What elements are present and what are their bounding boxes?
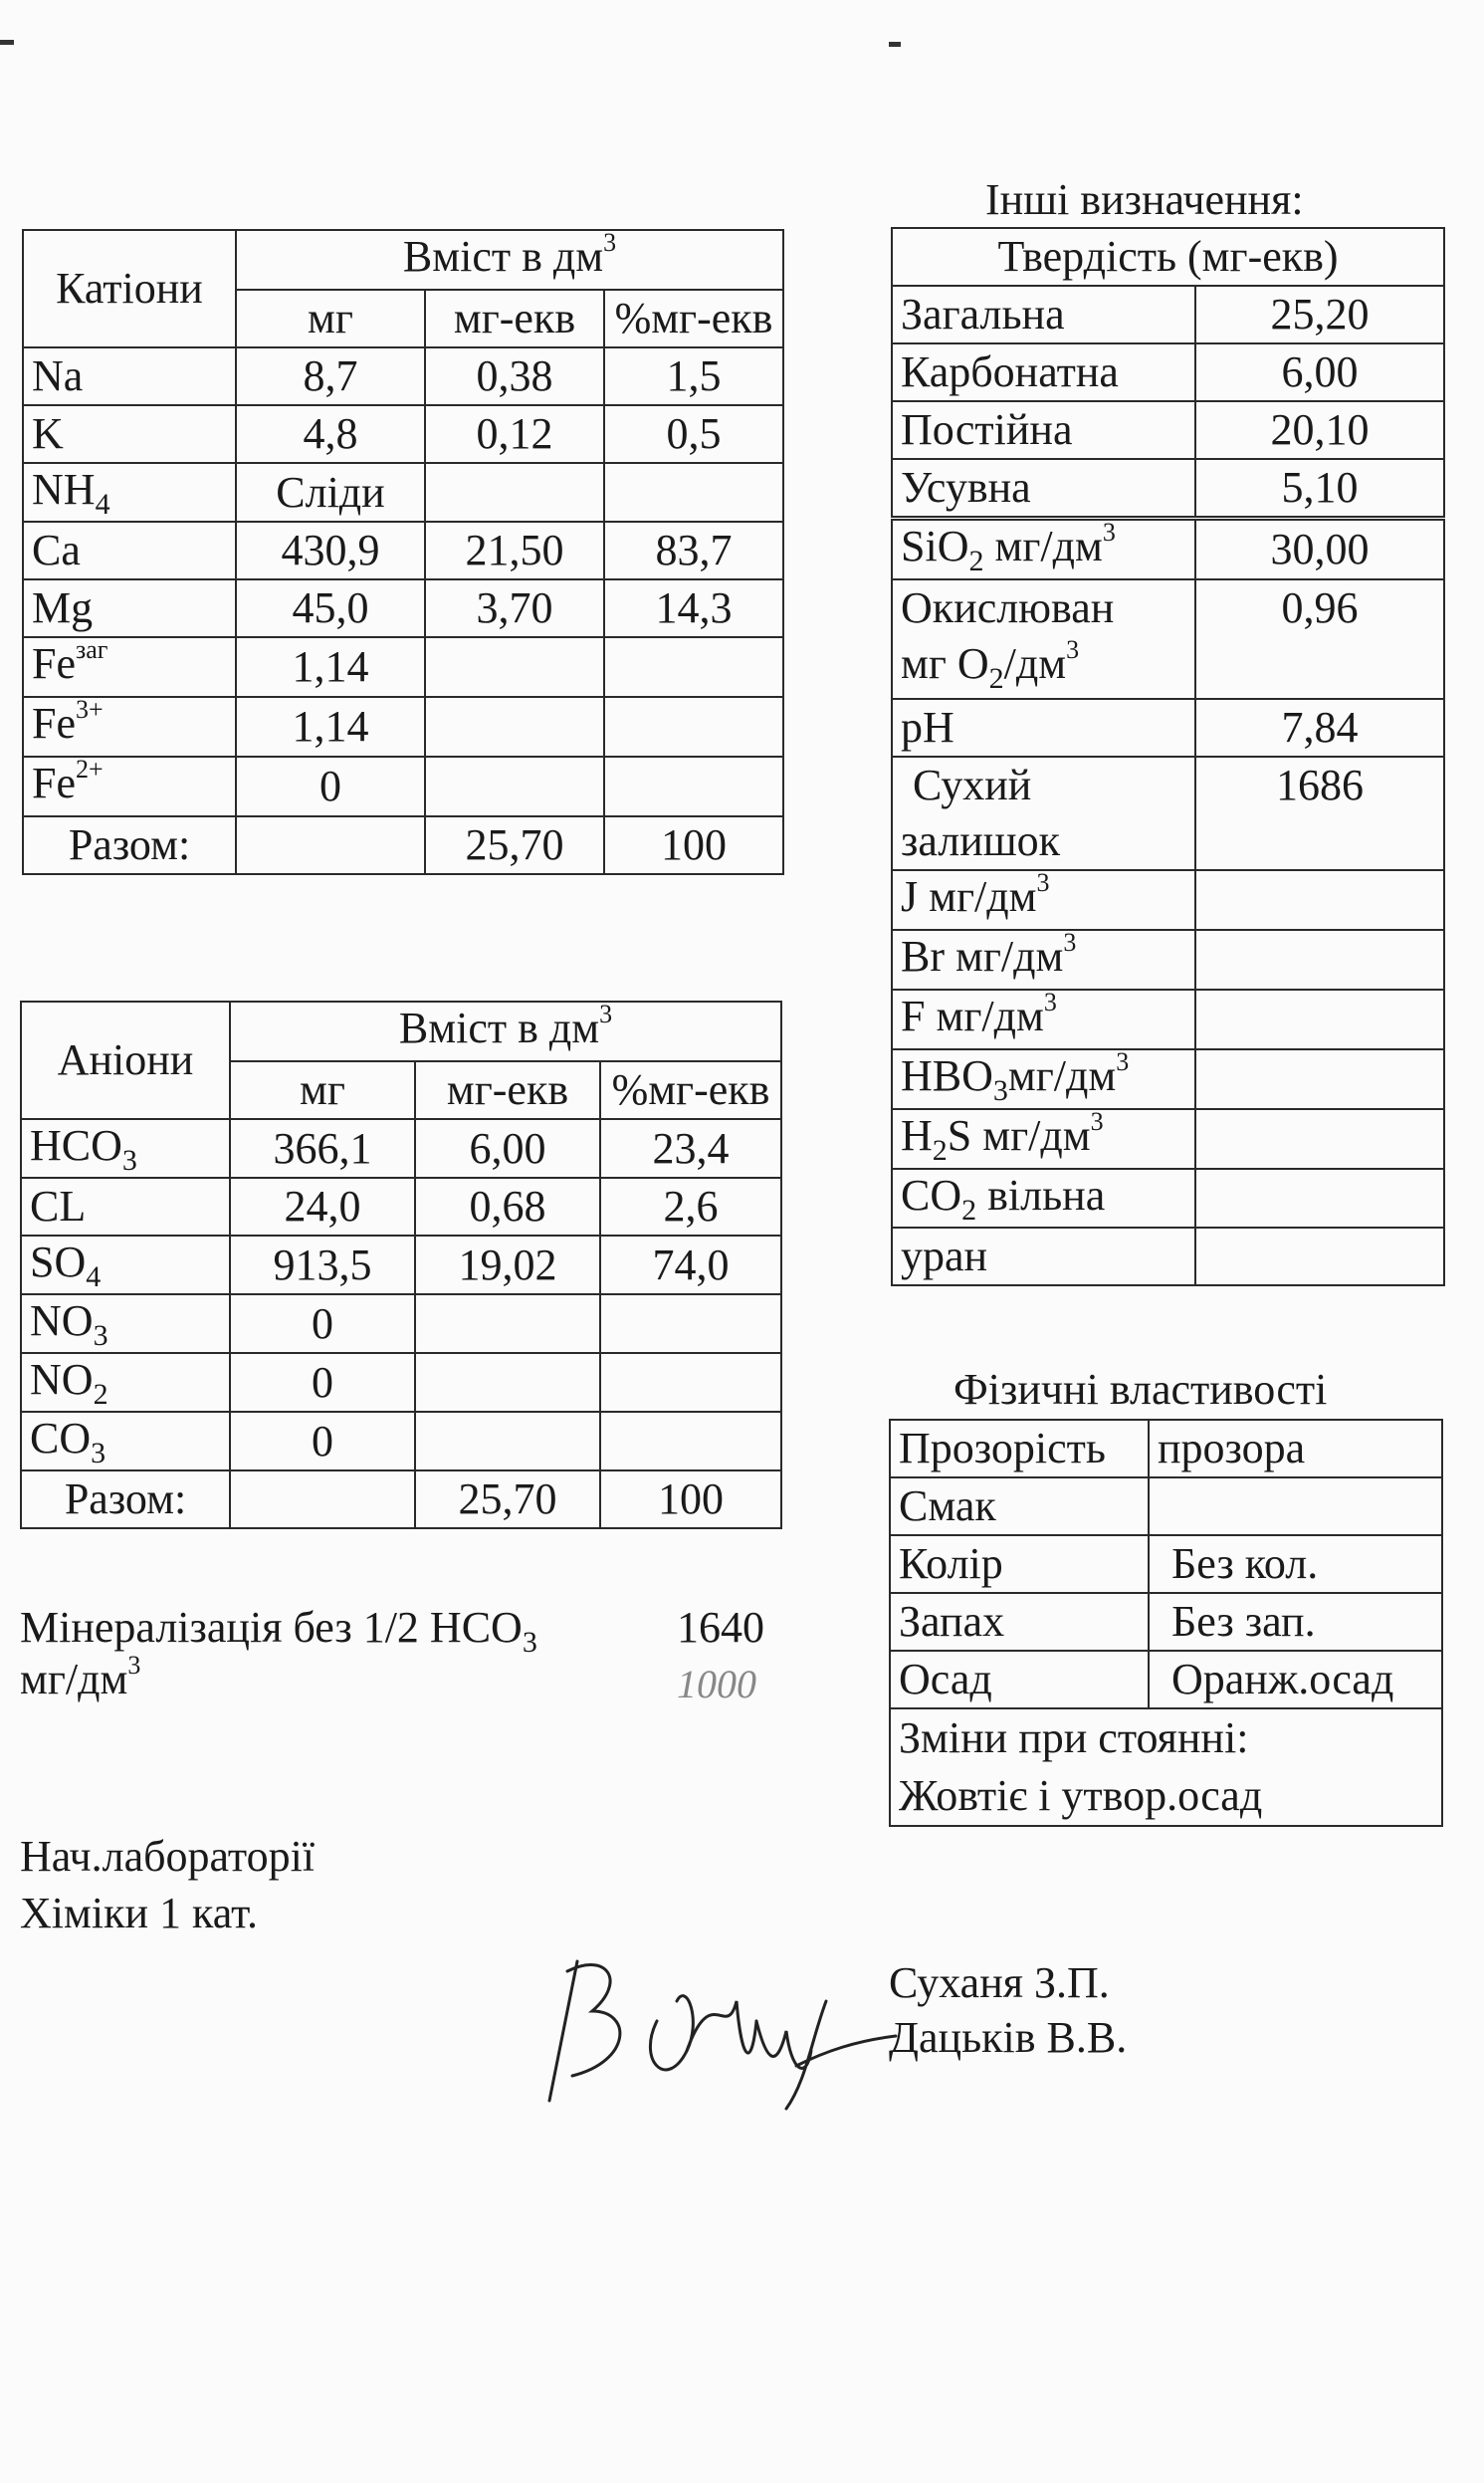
cations-table — [22, 229, 784, 875]
value-mgekv — [415, 1353, 600, 1412]
row-value: 0,96 — [1195, 579, 1444, 699]
row-value — [1195, 1109, 1444, 1169]
value-pct: 23,4 — [600, 1119, 781, 1178]
ion-name: $SO_4$ — [21, 1236, 230, 1294]
value-pct — [600, 1294, 781, 1353]
value-pct — [604, 637, 783, 697]
table-row — [892, 286, 1444, 343]
value-mg: 0 — [230, 1412, 415, 1470]
table-row — [892, 459, 1444, 519]
ion-name: $Fe^{заг}$ — [23, 637, 236, 697]
value-mg: 0 — [230, 1294, 415, 1353]
row-label: Запах — [890, 1593, 1149, 1651]
value-mg: 0 — [236, 757, 425, 816]
value-mgekv — [415, 1294, 600, 1353]
table-row — [892, 1109, 1444, 1169]
ion-name: $NO_2$ — [21, 1353, 230, 1412]
row-value: 5,10 — [1195, 459, 1444, 519]
sio2-label: SiO$_2$ $мг/дм^3$ — [892, 519, 1195, 580]
signatory-name-1: Суханя З.П. — [889, 1958, 1110, 2007]
col-pct: %мг-екв — [600, 1061, 781, 1119]
row-value: Оранж.осад — [1149, 1651, 1442, 1708]
anions-group-header: Вміст в $дм^3$ — [230, 1002, 781, 1061]
f-label: F $мг/дм^3$ — [892, 990, 1195, 1049]
table-row — [21, 1236, 781, 1294]
table-row — [892, 699, 1444, 757]
value-mgekv: 6,00 — [415, 1119, 600, 1178]
co2-label: $CO_2$ вільна — [892, 1169, 1195, 1228]
total-label: Разом: — [21, 1470, 230, 1528]
table-row — [892, 870, 1444, 930]
value-mg: 366,1 — [230, 1119, 415, 1178]
table-row — [892, 757, 1444, 870]
table-row — [23, 347, 783, 405]
cations-header-label: Катіони — [23, 230, 236, 347]
j-label: J $мг/дм^3$ — [892, 870, 1195, 930]
row-value: 7,84 — [1195, 699, 1444, 757]
value-pct: 74,0 — [600, 1236, 781, 1294]
value-mg: 430,9 — [236, 522, 425, 579]
value-mgekv: 0,68 — [415, 1178, 600, 1236]
total-row — [21, 1470, 781, 1528]
table-row — [890, 1651, 1442, 1708]
oxid-label: Окислюван мг $O_2/дм^3$ — [892, 579, 1195, 699]
hbo3-label: $HBO_3мг/дм^3$ — [892, 1049, 1195, 1109]
total-row — [23, 816, 783, 874]
table-row — [892, 519, 1444, 580]
handwritten-signature — [537, 1941, 916, 2111]
signatory-name-2: Дацьків В.В. — [889, 2013, 1128, 2062]
table-row — [890, 1593, 1442, 1651]
value-mgekv — [415, 1412, 600, 1470]
value-pct: 83,7 — [604, 522, 783, 579]
ion-name: $Fe^{2+}$ — [23, 757, 236, 816]
value-pct — [600, 1412, 781, 1470]
value-mgekv — [425, 463, 604, 522]
row-label: Усувна — [892, 459, 1195, 519]
row-value — [1195, 1049, 1444, 1109]
hardness-header: Твердість (мг-екв) — [892, 228, 1444, 286]
row-value — [1195, 1228, 1444, 1285]
br-label: Br $мг/дм^3$ — [892, 930, 1195, 990]
value-mg: 1,14 — [236, 697, 425, 757]
row-label: Карбонатна — [892, 343, 1195, 401]
h2s-label: $H_2S$ $мг/дм^3$ — [892, 1109, 1195, 1169]
physical-title: Фізичні властивості — [954, 1365, 1328, 1414]
row-value — [1195, 870, 1444, 930]
col-pct: %мг-екв — [604, 290, 783, 347]
value-pct: 0,5 — [604, 405, 783, 463]
value-mg: 45,0 — [236, 579, 425, 637]
value-mgekv: 21,50 — [425, 522, 604, 579]
value-mg: 24,0 — [230, 1178, 415, 1236]
total-mg — [236, 816, 425, 874]
total-label: Разом: — [23, 816, 236, 874]
table-row — [21, 1412, 781, 1470]
scan-mark-top-left — [0, 40, 14, 45]
table-row — [890, 1477, 1442, 1535]
table-row — [892, 579, 1444, 699]
role-chemists: Хіміки 1 кат. — [20, 1889, 259, 1937]
row-label: Загальна — [892, 286, 1195, 343]
row-value: 20,10 — [1195, 401, 1444, 459]
table-row — [23, 463, 783, 522]
dry-label: Сухий залишок — [892, 757, 1195, 870]
mineralization-value: 1640 — [677, 1603, 764, 1652]
value-pct: 14,3 — [604, 579, 783, 637]
cations-group-header: Вміст в $дм^3$ — [236, 230, 783, 290]
table-row — [21, 1353, 781, 1412]
ion-name: $HCO_3$ — [21, 1119, 230, 1178]
col-mgekv: мг-екв — [425, 290, 604, 347]
total-pct: 100 — [600, 1470, 781, 1528]
value-pct — [600, 1353, 781, 1412]
table-row — [23, 579, 783, 637]
table-row — [23, 697, 783, 757]
value-mg: 4,8 — [236, 405, 425, 463]
value-mgekv: 19,02 — [415, 1236, 600, 1294]
ion-name: K — [23, 405, 236, 463]
value-mg: 913,5 — [230, 1236, 415, 1294]
row-label: Постійна — [892, 401, 1195, 459]
col-mgekv: мг-екв — [415, 1061, 600, 1119]
anions-table — [20, 1001, 782, 1529]
row-value: прозора — [1149, 1420, 1442, 1477]
row-value: 1686 — [1195, 757, 1444, 870]
value-pct — [604, 463, 783, 522]
table-row — [892, 1049, 1444, 1109]
value-mg: 0 — [230, 1353, 415, 1412]
scan-mark-top-center — [889, 42, 901, 47]
row-label: уран — [892, 1228, 1195, 1285]
row-value: Без кол. — [1149, 1535, 1442, 1593]
ion-name: $CO_3$ — [21, 1412, 230, 1470]
table-row — [21, 1294, 781, 1353]
role-lab-head: Нач.лабораторії — [20, 1832, 316, 1881]
ion-name: $Fe^{3+}$ — [23, 697, 236, 757]
value-mgekv — [425, 697, 604, 757]
ion-name: $NH_4$ — [23, 463, 236, 522]
handwritten-note: 1000 — [677, 1662, 756, 1706]
value-pct — [604, 697, 783, 757]
value-mgekv: 3,70 — [425, 579, 604, 637]
row-label: pH — [892, 699, 1195, 757]
row-label: Смак — [890, 1477, 1149, 1535]
row-value: Без зап. — [1149, 1593, 1442, 1651]
table-row — [890, 1420, 1442, 1477]
total-mgekv: 25,70 — [425, 816, 604, 874]
ion-name: Ca — [23, 522, 236, 579]
physical-table — [889, 1419, 1443, 1827]
value-mg: 1,14 — [236, 637, 425, 697]
changes-row — [890, 1708, 1442, 1826]
mineralization-unit: $мг/дм^3$ — [20, 1651, 141, 1703]
value-mg: Сліди — [236, 463, 425, 522]
value-mgekv — [425, 757, 604, 816]
mineralization-label: Мінералізація без 1/2 $HCO_3$ — [20, 1603, 537, 1659]
anions-header-label: Аніони — [21, 1002, 230, 1119]
row-value — [1195, 930, 1444, 990]
ion-name: CL — [21, 1178, 230, 1236]
value-mg: 8,7 — [236, 347, 425, 405]
table-row — [23, 522, 783, 579]
value-mgekv: 0,12 — [425, 405, 604, 463]
other-title: Інші визначення: — [985, 175, 1304, 224]
table-row — [21, 1178, 781, 1236]
ion-name: Mg — [23, 579, 236, 637]
ion-name: Na — [23, 347, 236, 405]
total-mg — [230, 1470, 415, 1528]
table-row — [23, 757, 783, 816]
value-pct: 1,5 — [604, 347, 783, 405]
col-mg: мг — [236, 290, 425, 347]
table-row — [21, 1119, 781, 1178]
changes-text: Зміни при стоянні: Жовтіє і утвор.осад — [890, 1708, 1442, 1826]
total-mgekv: 25,70 — [415, 1470, 600, 1528]
row-value: 25,20 — [1195, 286, 1444, 343]
table-row — [892, 990, 1444, 1049]
table-row — [892, 1169, 1444, 1228]
ion-name: $NO_3$ — [21, 1294, 230, 1353]
value-mgekv — [425, 637, 604, 697]
value-pct — [604, 757, 783, 816]
total-pct: 100 — [604, 816, 783, 874]
col-mg: мг — [230, 1061, 415, 1119]
table-row — [892, 343, 1444, 401]
value-mgekv: 0,38 — [425, 347, 604, 405]
row-value — [1195, 990, 1444, 1049]
row-value: 30,00 — [1195, 519, 1444, 580]
row-value — [1195, 1169, 1444, 1228]
table-row — [23, 405, 783, 463]
value-pct: 2,6 — [600, 1178, 781, 1236]
row-label: Осад — [890, 1651, 1149, 1708]
row-label: Прозорість — [890, 1420, 1149, 1477]
row-value — [1149, 1477, 1442, 1535]
other-table — [891, 227, 1445, 1286]
row-value: 6,00 — [1195, 343, 1444, 401]
table-row — [890, 1535, 1442, 1593]
table-row — [892, 1228, 1444, 1285]
table-row — [892, 401, 1444, 459]
table-row — [23, 637, 783, 697]
row-label: Колір — [890, 1535, 1149, 1593]
table-row — [892, 930, 1444, 990]
